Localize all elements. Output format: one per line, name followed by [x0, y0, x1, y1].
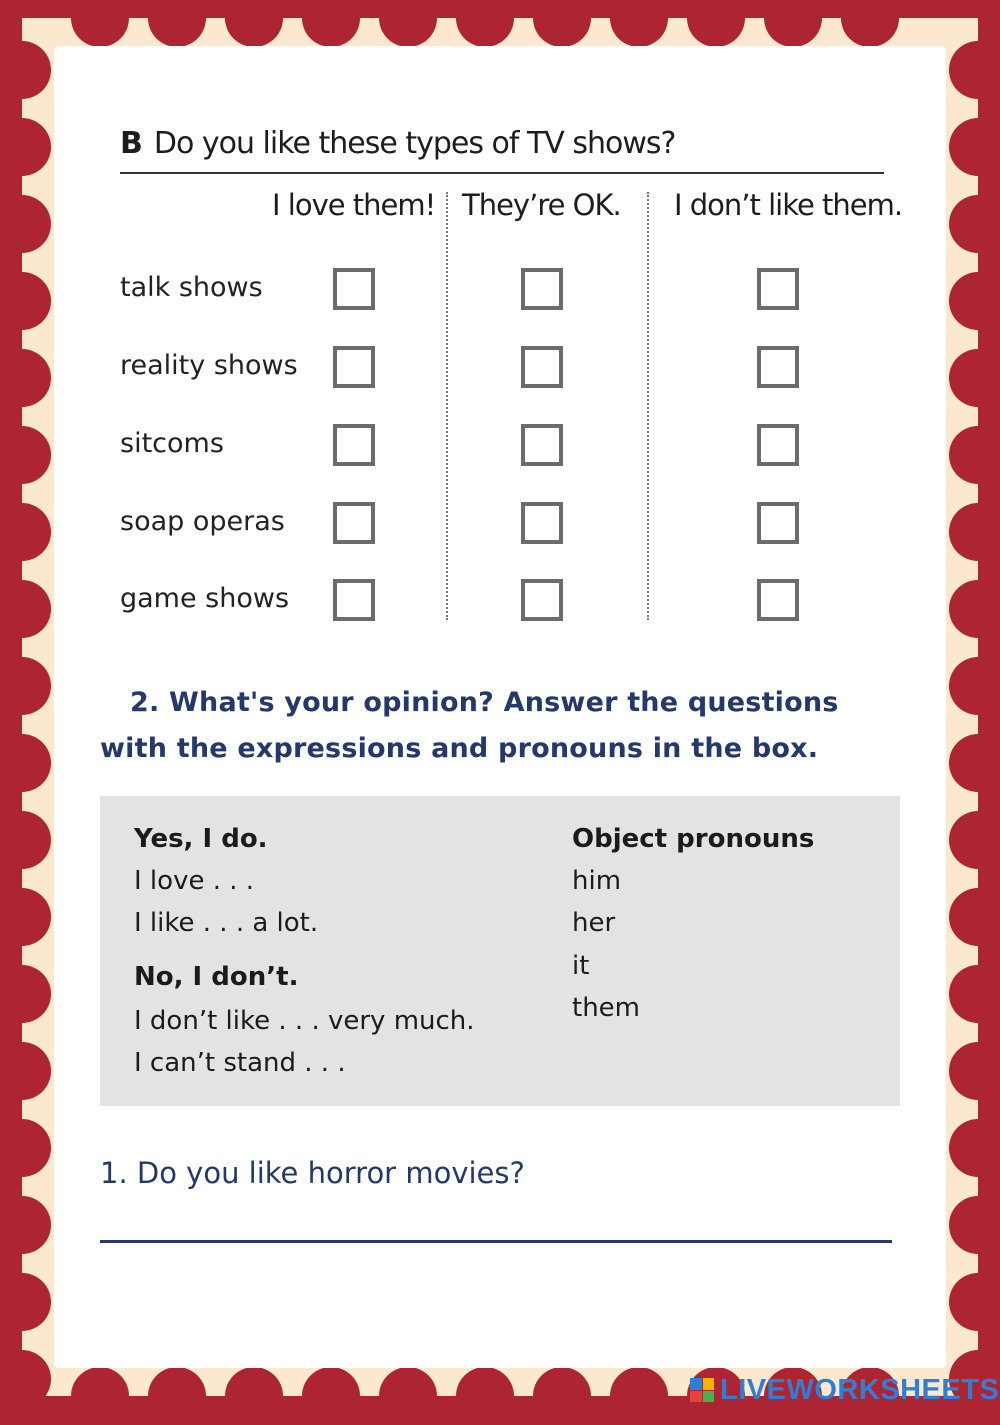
scallop-dot	[949, 349, 1000, 407]
question-1: 1. Do you like horror movies?	[100, 1156, 525, 1190]
scallop-dot	[949, 811, 1000, 869]
checkbox-game-shows-ok[interactable]	[521, 579, 563, 621]
pronouns-heading: Object pronouns	[572, 824, 815, 854]
scallop-dot	[949, 118, 1000, 176]
scallop-dot	[949, 657, 1000, 715]
checkbox-game-shows-love[interactable]	[333, 579, 375, 621]
scallop-dot	[456, 1367, 514, 1425]
pronoun-item: it	[572, 951, 590, 981]
checkbox-soap-operas-ok[interactable]	[521, 502, 563, 544]
checkbox-talk-shows-ok[interactable]	[521, 268, 563, 310]
scallop-dot	[0, 1350, 51, 1408]
scallop-dot	[949, 426, 1000, 484]
checkbox-reality-shows-dislike[interactable]	[757, 346, 799, 388]
yes-expression: I love . . .	[134, 866, 255, 896]
instruction-line-2: with the expressions and pronouns in the box.	[100, 733, 819, 764]
checkbox-sitcoms-love[interactable]	[333, 424, 375, 466]
scallop-dot	[949, 195, 1000, 253]
scallop-dot	[949, 965, 1000, 1023]
scallop-dot	[148, 1367, 206, 1425]
row-label-sitcoms: sitcoms	[120, 428, 224, 459]
no-expression: I can’t stand . . .	[134, 1048, 346, 1078]
scallop-dot	[302, 1367, 360, 1425]
checkbox-sitcoms-dislike[interactable]	[757, 424, 799, 466]
brand-name: LIVEWORKSHEETS	[720, 1373, 1000, 1406]
section-question: Do you like these types of TV shows?	[153, 126, 676, 161]
no-expression: I don’t like . . . very much.	[134, 1006, 475, 1036]
pronoun-item: her	[572, 908, 616, 938]
yes-expression: I like . . . a lot.	[134, 908, 319, 938]
checkbox-soap-operas-love[interactable]	[333, 502, 375, 544]
title-rule	[120, 172, 884, 174]
scallop-dot	[949, 1273, 1000, 1331]
tv-shows-survey	[100, 100, 903, 652]
scallop-dot	[949, 503, 1000, 561]
exercise-2-instructions	[100, 680, 880, 772]
scallop-dot	[949, 888, 1000, 946]
scallop-dot	[225, 1367, 283, 1425]
checkbox-reality-shows-love[interactable]	[333, 346, 375, 388]
section-letter: B	[120, 126, 142, 161]
instruction-text-1: 2. What's your opinion? Answer the questions	[130, 687, 839, 718]
scallop-dot	[949, 734, 1000, 792]
scallop-dot	[949, 1119, 1000, 1177]
no-heading: No, I don’t.	[134, 962, 299, 992]
scallop-dot	[949, 272, 1000, 330]
row-label-soap-operas: soap operas	[120, 506, 285, 537]
liveworksheets-logo-icon	[690, 1378, 714, 1402]
row-label-talk-shows: talk shows	[120, 272, 263, 303]
scallop-dot	[949, 1042, 1000, 1100]
pronoun-item: them	[572, 993, 640, 1023]
checkbox-soap-operas-dislike[interactable]	[757, 502, 799, 544]
column-header-love: I love them!	[272, 188, 436, 222]
scallop-dot	[949, 1196, 1000, 1254]
scallop-dot	[949, 580, 1000, 638]
column-divider	[446, 192, 448, 620]
checkbox-reality-shows-ok[interactable]	[521, 346, 563, 388]
checkbox-sitcoms-ok[interactable]	[521, 424, 563, 466]
scallop-dot	[949, 41, 1000, 99]
scallop-dot	[71, 1367, 129, 1425]
scallop-dot	[610, 1367, 668, 1425]
checkbox-talk-shows-dislike[interactable]	[757, 268, 799, 310]
section-b-title	[120, 126, 675, 161]
yes-heading: Yes, I do.	[134, 824, 268, 854]
scallop-dot	[379, 1367, 437, 1425]
pronoun-item: him	[572, 866, 622, 896]
liveworksheets-branding	[690, 1372, 999, 1408]
column-header-dislike: I don’t like them.	[674, 188, 903, 222]
checkbox-game-shows-dislike[interactable]	[757, 579, 799, 621]
expressions-box	[100, 796, 900, 1106]
checkbox-talk-shows-love[interactable]	[333, 268, 375, 310]
column-divider	[647, 192, 649, 620]
row-label-reality-shows: reality shows	[120, 350, 298, 381]
scallop-dot	[533, 1367, 591, 1425]
instruction-line-1	[100, 680, 880, 726]
column-header-ok: They’re OK.	[462, 188, 621, 222]
answer-field-1[interactable]	[100, 1240, 892, 1243]
row-label-game-shows: game shows	[120, 583, 290, 614]
